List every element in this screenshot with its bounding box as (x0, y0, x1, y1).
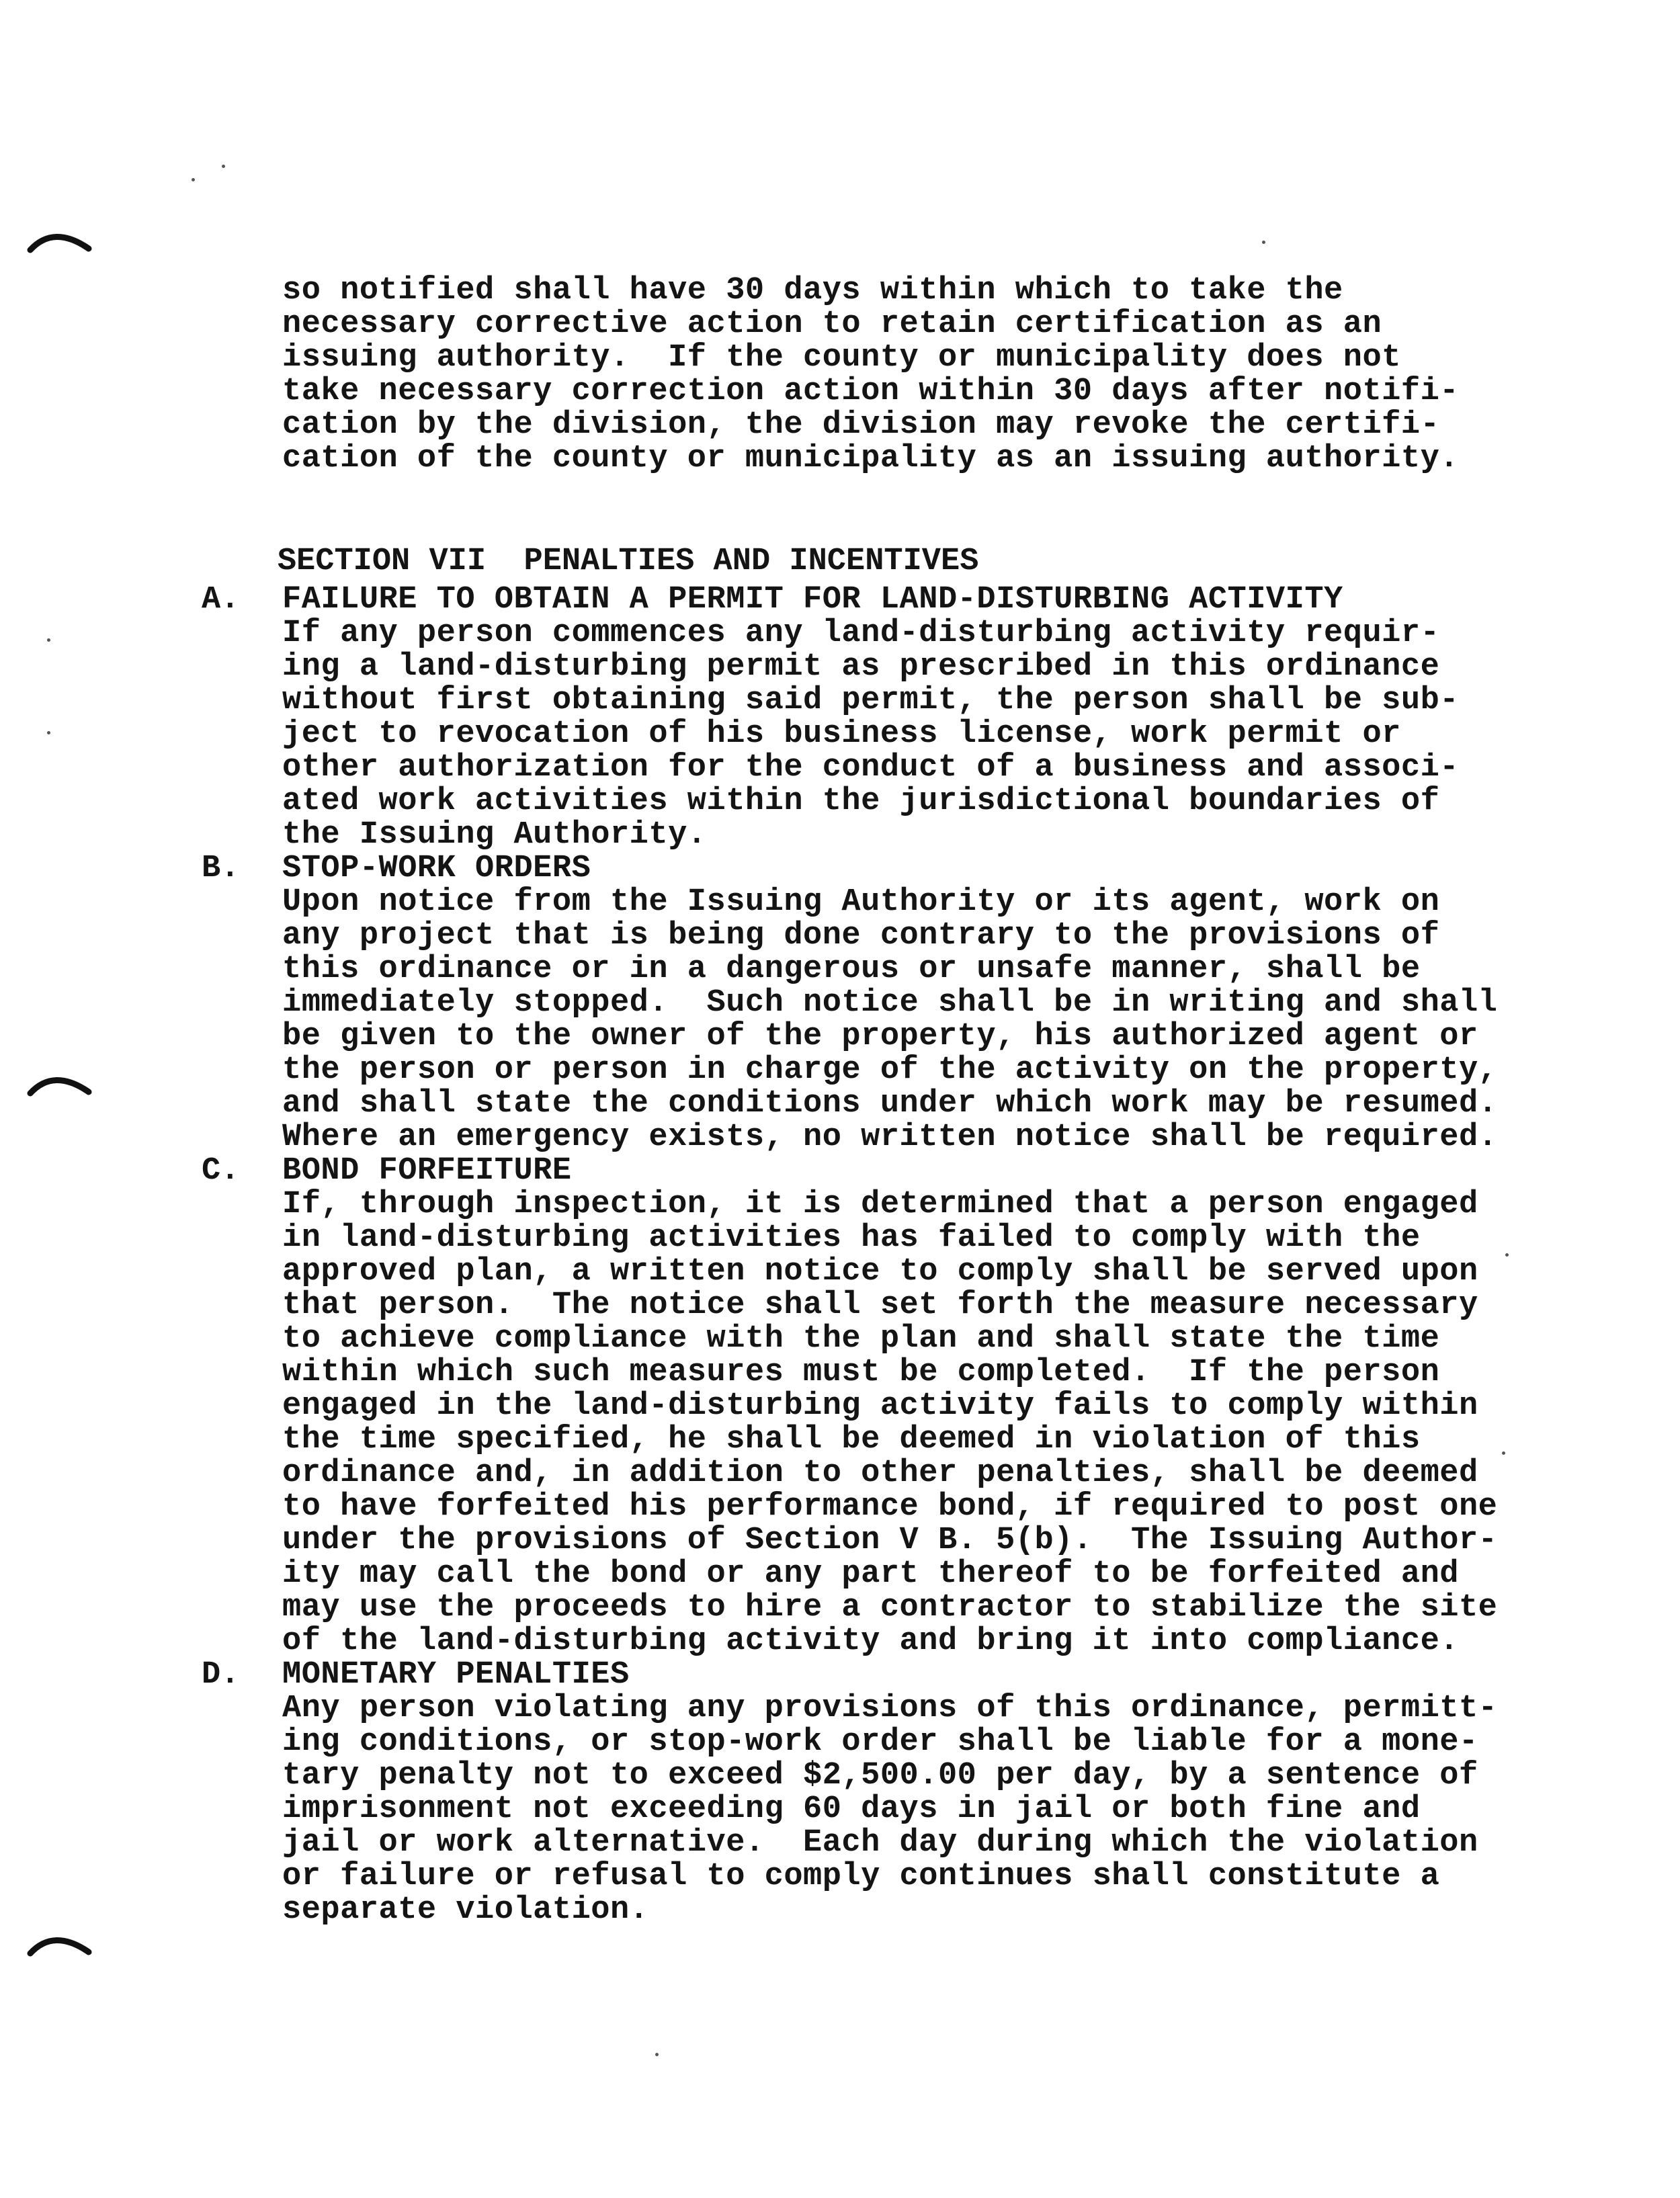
paragraph-line: or failure or refusal to comply continues shall constitute a (282, 1859, 1440, 1894)
scan-speck (1262, 241, 1265, 244)
paragraph-line: engaged in the land-disturbing activity fails to comply within (282, 1388, 1478, 1424)
punch-hole-mark-icon (27, 1072, 94, 1099)
scan-speck (192, 178, 195, 181)
paragraph-line: ing conditions, or stop-work order shall be liable for a mone- (282, 1724, 1478, 1760)
paragraph-line: necessary corrective action to retain certification as an (282, 306, 1382, 342)
item-letter: A. (202, 582, 240, 618)
paragraph-line: tary penalty not to exceed $2,500.00 per day, by a sentence of (282, 1758, 1478, 1793)
item-letter: C. (202, 1153, 240, 1189)
scan-speck (222, 165, 225, 168)
scan-speck (1502, 1451, 1505, 1455)
paragraph-line: Upon notice from the Issuing Authority or its agent, work on (282, 884, 1440, 920)
paragraph-line: take necessary correction action within 30 days after notifi- (282, 374, 1459, 409)
paragraph-line: ated work activities within the jurisdictional boundaries of (282, 784, 1440, 819)
paragraph-line: to achieve compliance with the plan and shall state the time (282, 1321, 1440, 1357)
paragraph-line: separate violation. (282, 1892, 649, 1928)
item-letter: D. (202, 1657, 240, 1693)
paragraph-line: ject to revocation of his business license, work permit or (282, 716, 1401, 752)
paragraph-line: If any person commences any land-disturbing activity requir- (282, 616, 1440, 651)
paragraph-line: approved plan, a written notice to comply shall be served upon (282, 1254, 1478, 1290)
paragraph-line: the Issuing Authority. (282, 817, 707, 853)
paragraph-line: within which such measures must be completed. If the person (282, 1355, 1440, 1390)
paragraph-line: immediately stopped. Such notice shall be in writing and shall (282, 985, 1498, 1021)
paragraph-line: any project that is being done contrary to the provisions of (282, 918, 1440, 954)
paragraph-line: this ordinance or in a dangerous or unsafe manner, shall be (282, 952, 1421, 987)
paragraph-line: jail or work alternative. Each day during which the violation (282, 1825, 1478, 1861)
punch-hole-mark-icon (27, 228, 94, 255)
paragraph-line: issuing authority. If the county or municipality does not (282, 340, 1401, 376)
section-title: PENALTIES AND INCENTIVES (523, 544, 979, 579)
paragraph-line: Where an emergency exists, no written notice shall be required. (282, 1119, 1498, 1155)
scan-speck (655, 2053, 659, 2056)
item-letter: B. (202, 851, 240, 886)
paragraph-line: so notified shall have 30 days within which to take the (282, 273, 1343, 308)
paragraph-line: and shall state the conditions under which work may be resumed. (282, 1086, 1498, 1122)
paragraph-line: ordinance and, in addition to other penalties, shall be deemed (282, 1455, 1478, 1491)
paragraph-line: ity may call the bond or any part thereof to be forfeited and (282, 1556, 1459, 1592)
paragraph-line: other authorization for the conduct of a business and associ- (282, 750, 1459, 786)
paragraph-line: that person. The notice shall set forth the measure necessary (282, 1287, 1478, 1323)
paragraph-line: of the land-disturbing activity and bring it into compliance. (282, 1623, 1459, 1659)
paragraph-line: under the provisions of Section V B. 5(b). The Issuing Author- (282, 1523, 1498, 1558)
paragraph-line: the time specified, he shall be deemed in violation of this (282, 1422, 1421, 1457)
paragraph-line: cation of the county or municipality as an issuing authority. (282, 441, 1459, 476)
scan-speck (1505, 1253, 1509, 1257)
paragraph-line: imprisonment not exceeding 60 days in jail or both fine and (282, 1791, 1421, 1827)
paragraph-line: may use the proceeds to hire a contractor to stabilize the site (282, 1590, 1498, 1625)
punch-hole-mark-icon (27, 1932, 94, 1959)
item-title: FAILURE TO OBTAIN A PERMIT FOR LAND-DISTURBING ACTIVITY (282, 582, 1343, 618)
paragraph-line: to have forfeited his performance bond, if required to post one (282, 1489, 1498, 1525)
paragraph-line: the person or person in charge of the activity on the property, (282, 1052, 1498, 1088)
scan-speck (47, 638, 50, 642)
paragraph-line: be given to the owner of the property, his authorized agent or (282, 1019, 1478, 1054)
paragraph-line: Any person violating any provisions of this ordinance, permitt- (282, 1691, 1498, 1726)
paragraph-line: in land-disturbing activities has failed to comply with the (282, 1220, 1421, 1256)
item-title: BOND FORFEITURE (282, 1153, 572, 1189)
paragraph-line: If, through inspection, it is determined that a person engaged (282, 1187, 1478, 1222)
paragraph-line: cation by the division, the division may revoke the certifi- (282, 407, 1440, 443)
paragraph-line: without first obtaining said permit, the person shall be sub- (282, 683, 1459, 718)
item-title: STOP-WORK ORDERS (282, 851, 591, 886)
item-title: MONETARY PENALTIES (282, 1657, 630, 1693)
section-number: SECTION VII (277, 544, 487, 579)
paragraph-line: ing a land-disturbing permit as prescribed in this ordinance (282, 649, 1440, 685)
scan-speck (47, 731, 50, 734)
